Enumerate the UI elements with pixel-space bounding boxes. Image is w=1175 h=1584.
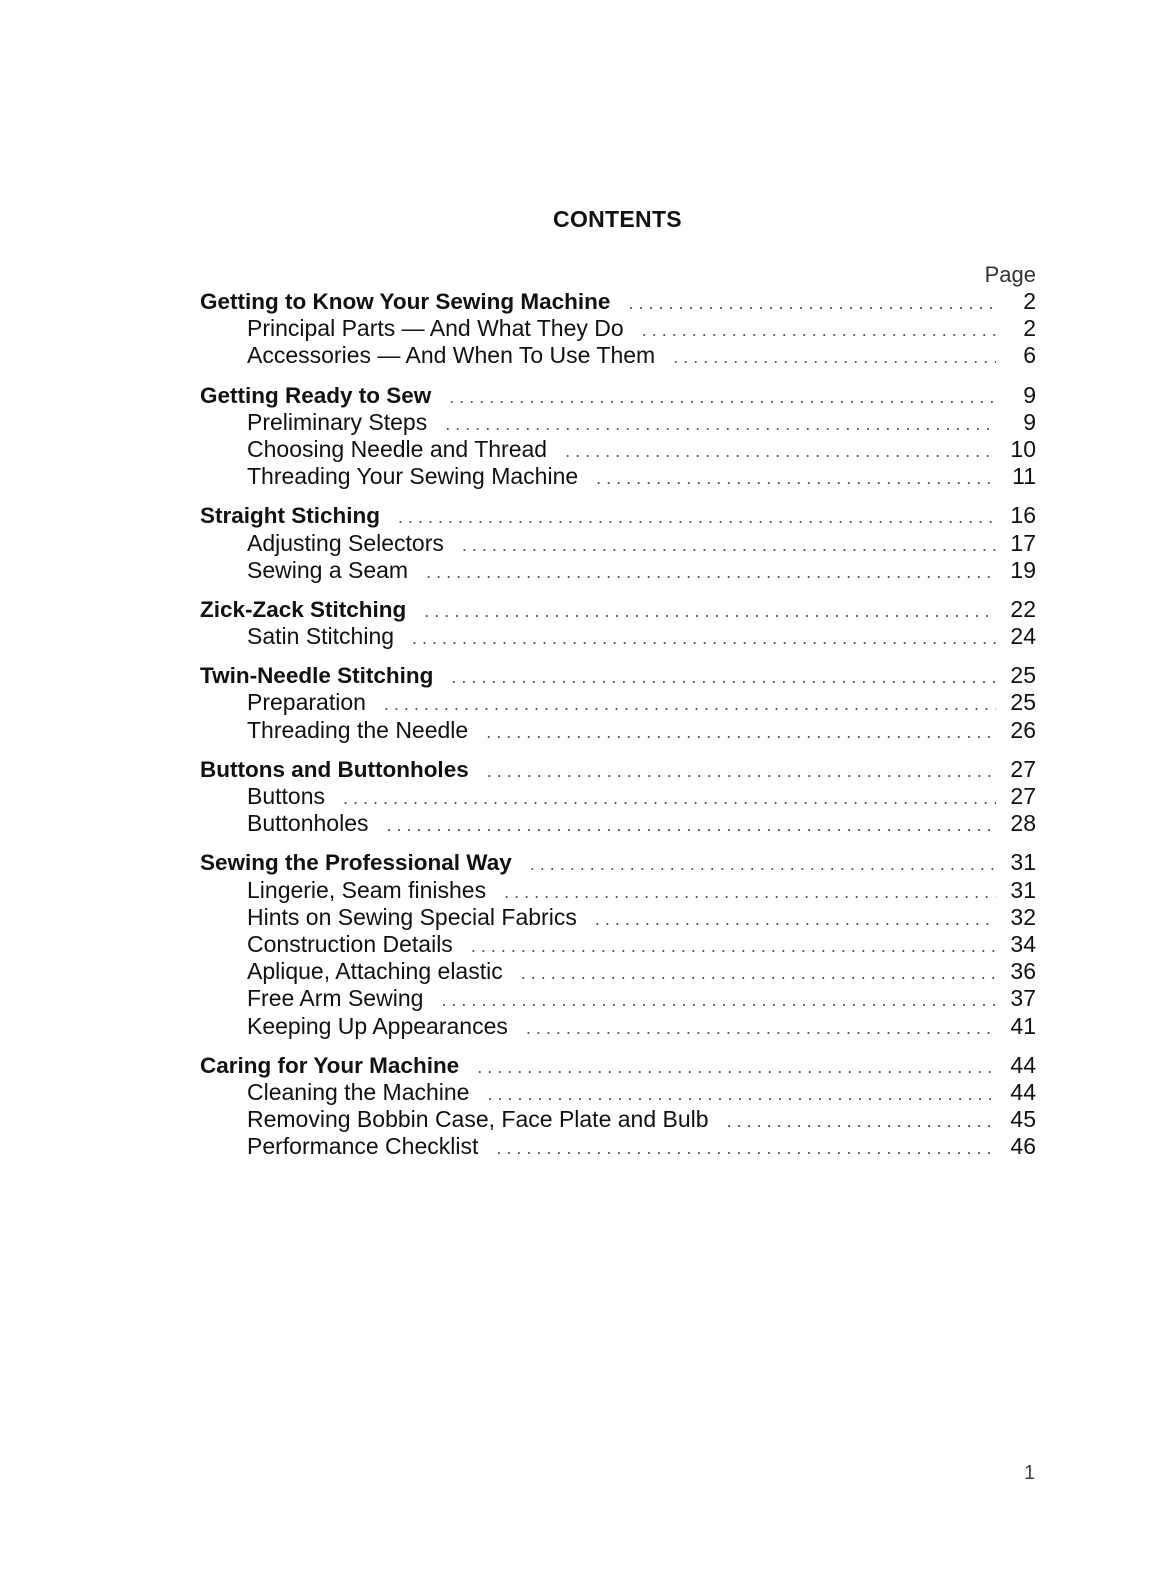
toc-item-title: Removing Bobbin Case, Face Plate and Bulb	[247, 1106, 709, 1133]
toc-item-title: Adjusting Selectors	[247, 529, 444, 556]
toc-subentry[interactable]	[200, 985, 1036, 1012]
leader-dots	[343, 785, 996, 812]
toc-item-title: Performance Checklist	[247, 1133, 479, 1160]
toc-item-title: Sewing a Seam	[247, 556, 409, 583]
toc-subentry[interactable]	[200, 958, 1036, 985]
leader-dots	[487, 758, 996, 785]
page-column-label: Page	[984, 262, 1036, 287]
toc-item-title: Threading Your Sewing Machine	[247, 463, 579, 490]
toc-page-number: 32	[1010, 903, 1036, 930]
leader-dots	[398, 504, 996, 531]
toc-item-title: Buttons	[247, 783, 325, 809]
toc-subentry[interactable]	[200, 1133, 1036, 1160]
leader-dots	[596, 465, 996, 492]
leader-dots	[451, 664, 996, 691]
toc-subentry[interactable]	[200, 623, 1036, 650]
toc-section	[200, 662, 1036, 744]
toc-page-number: 10	[1010, 435, 1036, 462]
toc-section-title: Sewing the Professional Way	[200, 850, 512, 876]
toc-subentry[interactable]	[200, 1079, 1036, 1106]
leader-dots	[449, 384, 996, 411]
toc-page-number: 41	[1010, 1012, 1036, 1039]
leader-dots	[426, 559, 996, 586]
table-of-contents	[200, 262, 1036, 1172]
leader-dots	[471, 933, 996, 960]
toc-page-number: 22	[1010, 595, 1036, 622]
toc-page-number: 24	[1010, 623, 1036, 650]
toc-page-number: 19	[1010, 556, 1036, 583]
toc-entry[interactable]	[200, 596, 1036, 623]
leader-dots	[595, 906, 996, 933]
toc-item-title: Lingerie, Seam finishes	[247, 876, 487, 903]
toc-page-number: 27	[1010, 755, 1036, 782]
leader-dots	[496, 1135, 996, 1162]
toc-page-number: 26	[1010, 716, 1036, 743]
toc-page-number: 6	[1023, 342, 1036, 369]
toc-subentry[interactable]	[200, 1106, 1036, 1133]
toc-subentry[interactable]	[200, 315, 1036, 342]
toc-subentry[interactable]	[200, 904, 1036, 931]
toc-page-number: 27	[1010, 783, 1036, 809]
toc-section	[200, 596, 1036, 650]
toc-entry[interactable]	[200, 382, 1036, 409]
toc-section	[200, 502, 1036, 584]
leader-dots	[384, 691, 996, 718]
leader-dots	[521, 960, 996, 987]
toc-subentry[interactable]	[200, 436, 1036, 463]
toc-section-title: Getting Ready to Sew	[200, 382, 432, 408]
toc-section	[200, 382, 1036, 491]
toc-page-number: 44	[1010, 1078, 1036, 1105]
toc-item-title: Cleaning the Machine	[247, 1078, 470, 1105]
toc-entry[interactable]	[200, 662, 1036, 689]
toc-item-title: Accessories — And When To Use Them	[247, 342, 656, 369]
toc-section	[200, 288, 1036, 370]
toc-section-title: Buttons and Buttonholes	[200, 756, 469, 782]
toc-page-number: 37	[1010, 985, 1036, 1012]
toc-page-number: 34	[1010, 930, 1036, 957]
toc-subentry[interactable]	[200, 783, 1036, 810]
toc-subentry[interactable]	[200, 463, 1036, 490]
toc-section	[200, 1052, 1036, 1161]
toc-section-title: Getting to Know Your Sewing Machine	[200, 289, 611, 314]
leader-dots	[386, 812, 996, 839]
toc-subentry[interactable]	[200, 717, 1036, 744]
toc-page-number: 25	[1010, 662, 1036, 689]
toc-item-title: Preliminary Steps	[247, 408, 428, 435]
toc-item-title: Aplique, Attaching elastic	[247, 958, 503, 985]
toc-item-title: Buttonholes	[247, 810, 369, 837]
toc-item-title: Principal Parts — And What They Do	[247, 315, 624, 342]
toc-entry[interactable]	[200, 756, 1036, 783]
toc-subentry[interactable]	[200, 877, 1036, 904]
leader-dots	[530, 851, 996, 878]
toc-item-title: Construction Details	[247, 930, 453, 957]
toc-page-number: 2	[1023, 315, 1036, 342]
toc-subentry[interactable]	[200, 409, 1036, 436]
toc-page-number: 25	[1010, 689, 1036, 716]
toc-subentry[interactable]	[200, 1013, 1036, 1040]
toc-page-number: 11	[1012, 463, 1036, 490]
toc-page-number: 16	[1010, 502, 1036, 529]
leader-dots	[412, 625, 996, 652]
toc-subentry[interactable]	[200, 689, 1036, 716]
toc-page-number: 31	[1010, 876, 1036, 903]
leader-dots	[424, 598, 996, 625]
toc-page-number: 9	[1023, 408, 1036, 435]
toc-item-title: Satin Stitching	[247, 623, 395, 650]
leader-dots	[487, 1081, 996, 1108]
leader-dots	[504, 879, 996, 906]
toc-item-title: Threading the Needle	[247, 716, 469, 743]
toc-item-title: Free Arm Sewing	[247, 985, 424, 1012]
leader-dots	[477, 1054, 996, 1081]
toc-page-number: 2	[1023, 288, 1036, 314]
leader-dots	[673, 344, 996, 371]
toc-subentry[interactable]	[200, 931, 1036, 958]
toc-subentry[interactable]	[200, 530, 1036, 557]
footer-page-number: 1	[1024, 1462, 1036, 1484]
toc-item-title: Preparation	[247, 689, 366, 716]
leader-dots	[486, 719, 996, 746]
toc-subentry[interactable]	[200, 557, 1036, 584]
page-title: CONTENTS	[553, 206, 682, 232]
toc-section-title: Caring for Your Machine	[200, 1052, 460, 1078]
toc-page-number: 17	[1010, 529, 1036, 556]
leader-dots	[445, 411, 996, 438]
toc-entry[interactable]	[200, 502, 1036, 529]
toc-item-title: Choosing Needle and Thread	[247, 435, 548, 462]
toc-section-title: Straight Stiching	[200, 503, 380, 529]
toc-section	[200, 849, 1036, 1039]
toc-page-number: 36	[1010, 958, 1036, 985]
toc-section-title: Zick-Zack Stitching	[200, 596, 407, 622]
leader-dots	[727, 1108, 996, 1135]
leader-dots	[565, 438, 996, 465]
leader-dots	[628, 290, 996, 317]
toc-page-number: 46	[1010, 1133, 1036, 1160]
toc-page-number: 45	[1010, 1106, 1036, 1133]
leader-dots	[526, 1015, 996, 1042]
leader-dots	[642, 317, 996, 344]
toc-section	[200, 756, 1036, 838]
toc-entry[interactable]	[200, 1052, 1036, 1079]
toc-page-number: 9	[1023, 381, 1036, 408]
toc-subentry[interactable]	[200, 810, 1036, 837]
toc-item-title: Keeping Up Appearances	[247, 1012, 508, 1039]
toc-entry[interactable]	[200, 849, 1036, 876]
leader-dots	[441, 987, 996, 1014]
toc-page-number: 31	[1010, 849, 1036, 876]
toc-subentry[interactable]	[200, 342, 1036, 369]
toc-page-number: 28	[1010, 810, 1036, 837]
toc-item-title: Hints on Sewing Special Fabrics	[247, 903, 577, 930]
toc-page-number: 44	[1010, 1051, 1036, 1078]
toc-section-title: Twin-Needle Stitching	[200, 663, 434, 689]
leader-dots	[462, 532, 996, 559]
toc-entry[interactable]	[200, 288, 1036, 315]
